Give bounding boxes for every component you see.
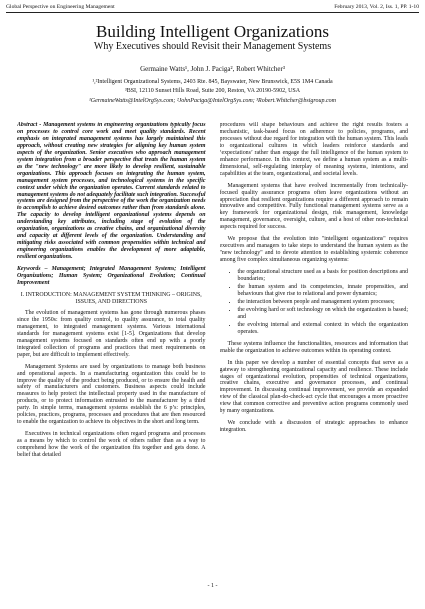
body-paragraph: Management Systems are used by organizations to manage both business and operational aspects. In a manufacturing organization this could be to improve the quality of the product being produced, or to ensure the health and safety of manufacturers and customers. Business aspects could include measures to help protect the intellectual property used in the manufacture of products, or to protect information entrusted to the manufacturer by a third party. In simple terms, management systems establish the 6 p’s: principles, policies, practices, programs, processes and procedures that are then resourced to enable the organization to achieve its objectives in the short and long term.: [17, 363, 206, 426]
body-paragraph: Management systems that have evolved incrementally from technically-focused quality assurance programs often leave organizations without an appreciation that resilient organizations require a different approach to remain innovative and competitive. Fully functional management systems serve as a key framework for organizational design, risk management, knowledge management, governance, oversight, culture, and a host of other non-technical aspects required for success.: [219, 182, 408, 231]
affiliation-1: ¹,²Intelligent Organizational Systems, 2403 Rte. 845, Bayswater, New Brunswick, E5S 1M4 Canada: [92, 79, 333, 85]
body-paragraph: procedures will shape behaviours and achieve the right results fosters a mechanistic, task-based focus on adherence to policies, programs, and processes without due regard for integration with the human system. This leads to organizational cultures in which leaders reinforce standards and ‘expectations’ rather than engage the full intelligence of the human system to enhance performance. In this context, we define a human system as a multi-dimensional, self-regulating interplay of meaning systems, intentions, and capabilities at the team, organizational, and societal levels.: [219, 122, 408, 177]
list-item: • the human system and its competencies, innate propensities, and behaviours that give rise to relational and power dynamics;: [238, 284, 409, 298]
issue-info: February 2013, Vol. 2, Iss. 1, PP. 1-10: [334, 4, 419, 10]
right-column: [220, 122, 409, 566]
section-heading: I. INTRODUCTION: MANAGEMENT SYSTEM THINKING – ORIGINS, ISSUES, AND DIRECTIONS: [20, 291, 202, 305]
list-item: • the interaction between people and management system processes;: [238, 299, 409, 306]
body-paragraph: We conclude with a discussion of strategic approaches to enhance integration.: [219, 420, 408, 434]
abstract: Abstract - Management systems in engineering organizations typically focus on processes to control core work and meet quality standards. Recent emphasis on integrated management systems has largely maintained this approach, without creating new strategies for aligning key human system aspects of the organization. Senior executives who approach management system integration from a broader perspective that treats the human system as the "new technology" are more likely to develop resilient, sustainable organizations. This approach focuses on integrating the human system, management system processes, and technological systems in the specific context under which the organization operates. Current standards related to management systems do not adequately facilitate such integration. Successful systems are designed from the perspective of the work the organization needs to accomplish to achieve desired outcomes rather than from standards alone. The capacity to develop intelligent organizational systems depends on understanding key attributes, including stage of evolution of the organization, organizations as creative chains, and organizational diversity and capacity at different levels of the organization. Understanding and mitigating risks associated with common propensities within technical and engineering organizations enables the development of more adaptable, resilient organizations.: [17, 122, 206, 261]
left-column: [17, 122, 206, 566]
page-number: - 1 -: [207, 583, 218, 589]
list-item: • the evolving hard or soft technology on which the organization is based; and: [238, 307, 409, 321]
body-paragraph: These systems influence the functionalities, resources and information that enable the organization to achieve outcomes within its operating context.: [219, 340, 408, 354]
running-header: [6, 4, 419, 11]
body-paragraph: In this paper we develop a number of essential concepts that serve as a gateway to strengthening organizational capacity and resilience. These include stages of organizational evolution, propensities of technical organizations, creative chains, executive and governance processes, and continual improvement. In discussing continual improvement, we provide an expanded view of the classical plan-do-check-act cycle that encourages a more proactive view that common corrective and preventive action programs commonly used by many organizations.: [219, 359, 408, 415]
header-rule: [6, 12, 419, 13]
keywords: Keywords – Management; Integrated Management Systems; Intelligent Organizations; Human System; Organizational Evolution; Continual Improvement: [17, 266, 206, 286]
body-columns: [17, 122, 408, 566]
affiliation-2: ³BSI, 12110 Sunset Hills Road, Suite 200, Reston, VA 20190-5902, USA: [124, 88, 301, 94]
author-list: Germaine Watts¹, John J. Paciga², Robert Whitcher³: [140, 65, 285, 73]
journal-name: Global Perspective on Engineering Management: [6, 4, 115, 10]
author-emails: ¹GermaineWatts@IntelOrgSys.com; ²JohnPaciga@IntelOrgSys.com; ³Robert.Whitcher@bsigroup.com: [88, 98, 337, 104]
organizing-systems-list: [220, 269, 409, 336]
paper-subtitle: Why Executives should Revisit their Management Systems: [93, 41, 332, 52]
body-paragraph: The evolution of management systems has gone through numerous phases since the 1950s: from quality control, to quality assurance, to total quality management, to integrated management systems. Various international standards for management systems exist [1-5]. Organizations that develop management systems focused on standards often end up with a poorly integrated collection of programs and practices that meet requirements on paper, but are difficult to implement effectively.: [17, 309, 206, 358]
paper-title: Building Intelligent Organizations: [96, 22, 329, 41]
body-paragraph: We propose that the evolution into "intelligent organizations" requires executives and managers to take steps to understand the human system as the "new technology" and to devote attention to establishing systemic coherence among five complex simultaneous organizing systems:: [219, 236, 408, 264]
body-paragraph: Executives in technical organizations often regard programs and processes as a means by which to control the work of others rather than as a way to comprehend how the work of the organization fits together and gets done. A belief that detailed: [17, 431, 206, 459]
list-item: • the evolving internal and external context in which the organization operates.: [238, 322, 409, 336]
list-item: • the organizational structure used as a basis for position descriptions and boundaries;: [238, 269, 409, 283]
